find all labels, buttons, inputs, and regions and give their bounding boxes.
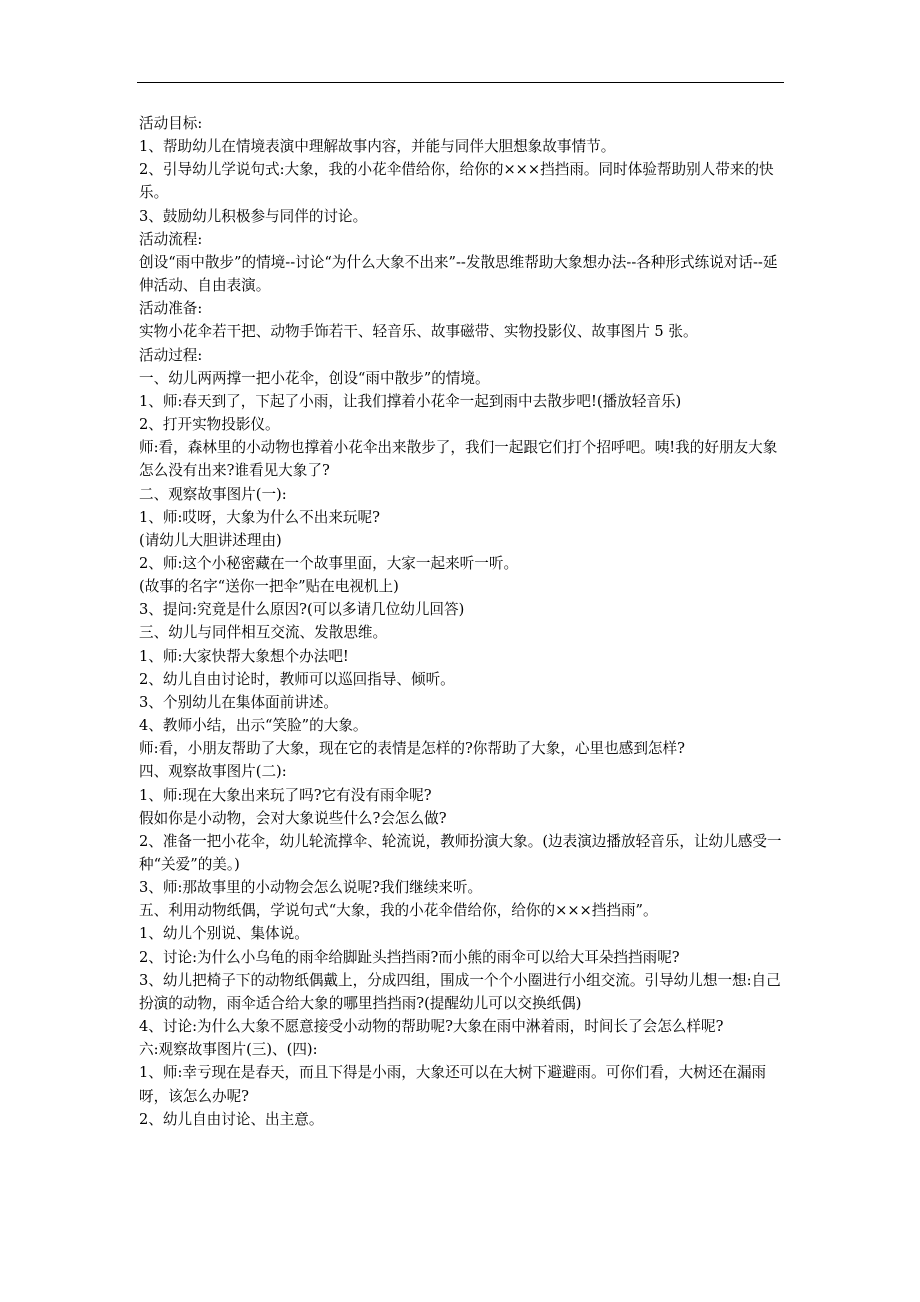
text-line: 4、教师小结，出示“笑脸”的大象。 <box>139 717 368 735</box>
text-line: 3、个别幼儿在集体面前讲述。 <box>139 693 339 711</box>
text-line: 3、师:那故事里的小动物会怎么说呢?我们继续来听。 <box>139 879 483 897</box>
text-line: 六:观察故事图片(三)、(四): <box>139 1041 318 1059</box>
text-line: 1、师:哎呀，大象为什么不出来玩呢? <box>139 508 380 526</box>
text-line: 师:看，小朋友帮助了大象，现在它的表情是怎样的?你帮助了大象，心里也感到怎样? <box>139 740 685 758</box>
text-line: 一、幼儿两两撑一把小花伞，创设“雨中散步”的情境。 <box>139 369 490 387</box>
text-line: 四、观察故事图片(二): <box>139 763 287 781</box>
document-body <box>139 112 787 1131</box>
text-line: 1、幼儿个别说、集体说。 <box>139 925 309 943</box>
text-line: 2、幼儿自由讨论、出主意。 <box>139 1110 324 1128</box>
text-line: 五、利用动物纸偶，学说句式“大象，我的小花伞借给你，给你的×××挡挡雨”。 <box>139 902 658 920</box>
text-line: 1、帮助幼儿在情境表演中理解故事内容，并能与同伴大胆想象故事情节。 <box>139 138 616 156</box>
text-line: 4、讨论:为什么大象不愿意接受小动物的帮助呢?大象在雨中淋着雨，时间长了会怎么样呢? <box>139 1018 724 1036</box>
text-line: 活动流程: <box>139 230 203 248</box>
text-line: 1、师:春天到了，下起了小雨，让我们撑着小花伞一起到雨中去散步吧!(播放轻音乐) <box>139 392 682 410</box>
text-line: 2、幼儿自由讨论时，教师可以巡回指导、倾听。 <box>139 670 455 688</box>
text-line: 二、观察故事图片(一): <box>139 485 287 503</box>
text-line: 1、师:幸亏现在是春天，而且下得是小雨，大象还可以在大树下避避雨。可你们看，大树还在漏雨呀，该怎么办呢? <box>139 1064 767 1105</box>
text-line: 2、打开实物投影仪。 <box>139 416 280 434</box>
header-rule <box>137 82 784 83</box>
text-line: 师:看，森林里的小动物也撑着小花伞出来散步了，我们一起跟它们打个招呼吧。咦!我的好朋友大象怎么没有出来?谁看见大象了? <box>139 439 778 480</box>
text-line: 3、提问:究竟是什么原因?(可以多请几位幼儿回答) <box>139 601 465 619</box>
text-line: 1、师:大家快帮大象想个办法吧! <box>139 647 349 665</box>
text-line: 2、引导幼儿学说句式:大象，我的小花伞借给你，给你的×××挡挡雨。同时体验帮助别人带来的快乐。 <box>139 161 774 202</box>
text-line: 假如你是小动物，会对大象说些什么?会怎么做? <box>139 809 447 827</box>
text-line: 创设“雨中散步”的情境--讨论“为什么大象不出来”--发散思维帮助大象想办法--各种形式练说对话--延伸活动、自由表演。 <box>139 253 778 295</box>
text-line: 三、幼儿与同伴相互交流、发散思维。 <box>139 624 388 642</box>
text-line: 3、幼儿把椅子下的动物纸偶戴上，分成四组，围成一个个小圈进行小组交流。引导幼儿想一想:自己扮演的动物，雨伞适合给大象的哪里挡挡雨?(提醒幼儿可以交换纸偶) <box>139 971 781 1012</box>
text-line: 2、讨论:为什么小乌龟的雨伞给脚趾头挡挡雨?而小熊的雨伞可以给大耳朵挡挡雨呢? <box>139 948 680 966</box>
text-line: (故事的名字“送你一把伞”贴在电视机上) <box>139 578 399 596</box>
text-line: 3、鼓励幼儿积极参与同伴的讨论。 <box>139 207 368 225</box>
text-line: 1、师:现在大象出来玩了吗?它有没有雨伞呢? <box>139 786 432 804</box>
text-line: 活动目标: <box>139 115 203 132</box>
text-line: 2、准备一把小花伞，幼儿轮流撑伞、轮流说，教师扮演大象。(边表演边播放轻音乐，让幼儿感受一种“关爱”的美。) <box>139 832 782 873</box>
text-line: 活动准备: <box>139 300 203 318</box>
text-line: 2、师:这个小秘密藏在一个故事里面，大家一起来听一听。 <box>139 554 519 572</box>
text-line: 实物小花伞若干把、动物手饰若干、轻音乐、故事磁带、实物投影仪、故事图片 5 张。 <box>139 323 698 341</box>
text-line: 活动过程: <box>139 346 203 364</box>
text-line: (请幼儿大胆讲述理由) <box>139 531 282 549</box>
